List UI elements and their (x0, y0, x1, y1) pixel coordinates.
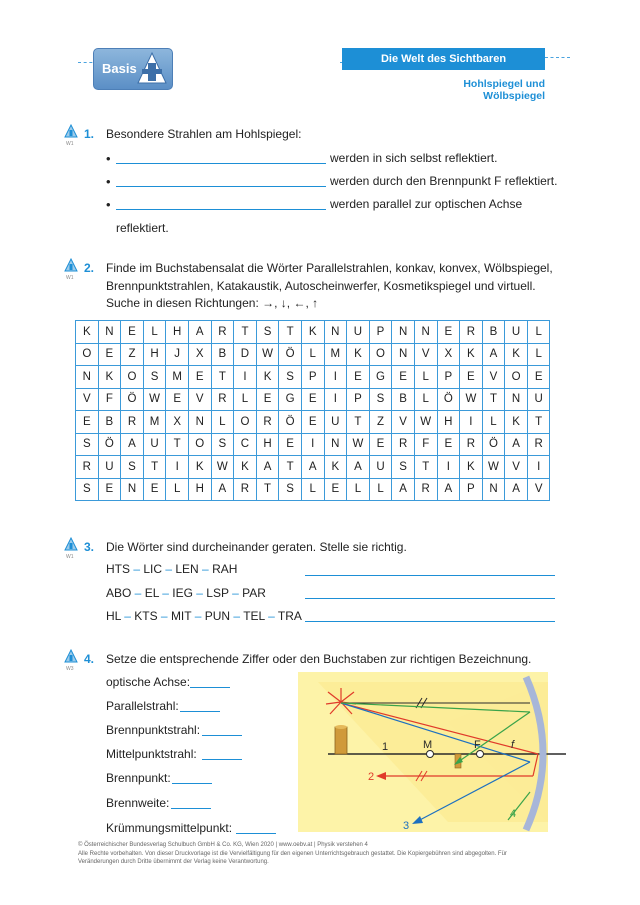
grid-cell[interactable]: L (414, 388, 437, 411)
grid-cell[interactable]: W (460, 388, 483, 411)
grid-cell[interactable]: L (527, 343, 550, 366)
scramble-fragment: TRA (277, 609, 302, 623)
grid-cell[interactable]: I (324, 388, 347, 411)
grid-cell[interactable]: B (392, 388, 415, 411)
grid-cell[interactable]: P (369, 321, 392, 344)
grid-cell[interactable]: V (188, 388, 211, 411)
answer-line-3[interactable] (116, 209, 326, 210)
page-subtitle: Hohlspiegel und Wölbspiegel (463, 78, 545, 102)
grid-row (76, 321, 550, 344)
label-small-f: f (511, 739, 515, 751)
grid-cell[interactable]: H (188, 478, 211, 501)
footer-line-1: © Österreichischer Bundesverlag Schulbuch GmbH & Co. KG, Wien 2020 | www.oebv.at | Physik verstehen 4 (78, 842, 368, 848)
scramble-fragment: KTS (134, 609, 158, 623)
grid-row (76, 388, 550, 411)
grid-cell[interactable]: I (301, 433, 324, 456)
scramble-answer-3[interactable] (305, 621, 555, 622)
grid-cell[interactable]: X (437, 343, 460, 366)
scramble-answer-2[interactable] (305, 598, 555, 599)
bullet-2: • (106, 174, 111, 189)
scramble-separator: – (158, 586, 173, 600)
label-brennweite: Brennweite: (106, 796, 170, 810)
scramble-row-3 (106, 609, 302, 623)
grid-cell[interactable]: X (166, 411, 189, 434)
grid-cell[interactable]: U (347, 321, 370, 344)
grid-cell[interactable]: L (211, 411, 234, 434)
grid-cell[interactable]: A (121, 433, 144, 456)
footer-line-2: Alle Rechte vorbehalten. Von dieser Druckvorlage ist die Vervielfältigung für den eigenen Unterrichtsgebrauch gestattet. Die Kopiergebühren sind abgegolten. Für (78, 850, 507, 857)
grid-cell[interactable]: R (234, 478, 257, 501)
grid-cell[interactable]: A (256, 456, 279, 479)
concave-mirror-diagram (298, 672, 568, 832)
grid-cell[interactable]: Ö (279, 411, 302, 434)
grid-cell[interactable]: K (460, 456, 483, 479)
scramble-separator: – (228, 586, 243, 600)
grid-cell[interactable]: R (414, 478, 437, 501)
grid-cell[interactable]: R (211, 388, 234, 411)
grid-cell[interactable]: N (76, 366, 99, 389)
grid-cell[interactable]: E (437, 321, 460, 344)
scramble-fragment: TEL (243, 609, 265, 623)
grid-cell[interactable]: F (98, 388, 121, 411)
grid-cell[interactable]: N (188, 411, 211, 434)
grid-cell[interactable]: R (392, 433, 415, 456)
grid-cell[interactable]: E (188, 366, 211, 389)
scramble-fragment: MIT (170, 609, 192, 623)
grid-cell[interactable]: A (188, 321, 211, 344)
task2-number: 2. (84, 261, 95, 275)
grid-cell[interactable]: E (301, 388, 324, 411)
grid-cell[interactable]: I (324, 366, 347, 389)
grid-cell[interactable]: T (166, 433, 189, 456)
grid-cell[interactable]: P (437, 366, 460, 389)
grid-cell[interactable]: E (76, 411, 99, 434)
grid-cell[interactable]: Ö (482, 433, 505, 456)
grid-cell[interactable]: T (279, 321, 302, 344)
grid-cell[interactable]: E (527, 366, 550, 389)
grid-row (76, 478, 550, 501)
bullet-1: • (106, 151, 111, 166)
grid-cell[interactable]: H (437, 411, 460, 434)
grid-cell[interactable]: U (143, 433, 166, 456)
label-brennpunktstrahl: Brennpunktstrahl: (106, 723, 201, 737)
grid-cell[interactable]: O (505, 366, 528, 389)
grid-cell[interactable]: A (505, 433, 528, 456)
grid-cell[interactable]: E (324, 478, 347, 501)
grid-row (76, 456, 550, 479)
grid-cell[interactable]: E (256, 388, 279, 411)
grid-cell[interactable]: P (460, 478, 483, 501)
grid-cell[interactable]: Ö (121, 388, 144, 411)
grid-cell[interactable]: S (392, 456, 415, 479)
task4-prompt: Setze die entsprechende Ziffer oder den Buchstaben zur richtigen Bezeichnung. (106, 652, 532, 666)
scramble-fragment: PUN (204, 609, 231, 623)
scramble-row-1 (106, 562, 237, 576)
grid-cell[interactable]: K (256, 366, 279, 389)
grid-cell[interactable]: K (505, 411, 528, 434)
scramble-separator: – (162, 562, 176, 576)
grid-cell[interactable]: B (98, 411, 121, 434)
scramble-separator: – (131, 586, 145, 600)
grid-cell[interactable]: V (505, 456, 528, 479)
grid-cell[interactable]: K (301, 321, 324, 344)
task-marker-icon (64, 124, 78, 138)
scramble-fragment: IEG (172, 586, 193, 600)
grid-cell[interactable]: U (505, 321, 528, 344)
grid-cell[interactable]: R (527, 433, 550, 456)
grid-cell[interactable]: Z (121, 343, 144, 366)
label-optische-achse: optische Achse: (106, 675, 191, 689)
grid-cell[interactable]: K (347, 343, 370, 366)
label-m: M (423, 739, 433, 751)
footer (78, 841, 558, 867)
scramble-separator: – (191, 609, 205, 623)
grid-cell[interactable]: H (256, 433, 279, 456)
task2-line-2: Brennpunktstrahlen, Katakaustik, Autoscheinwerfer, Kosmetikspiegel und virtuell. (106, 279, 536, 293)
scramble-fragment: ABO (106, 586, 132, 600)
grid-cell[interactable]: U (98, 456, 121, 479)
grid-cell[interactable]: N (505, 388, 528, 411)
page-title: Die Welt des Sichtbaren (342, 48, 545, 70)
grid-cell[interactable]: H (143, 343, 166, 366)
answer-brennpunktstrahl[interactable] (202, 735, 242, 736)
scramble-answer-1[interactable] (305, 575, 555, 576)
grid-cell[interactable]: N (482, 478, 505, 501)
grid-cell[interactable]: R (121, 411, 144, 434)
task1-item-1: werden in sich selbst reflektiert. (330, 151, 498, 165)
grid-cell[interactable]: T (527, 411, 550, 434)
grid-cell[interactable]: N (121, 478, 144, 501)
task-marker-icon (64, 258, 78, 272)
grid-cell[interactable]: M (324, 343, 347, 366)
grid-cell[interactable]: T (143, 456, 166, 479)
grid-cell[interactable]: U (527, 388, 550, 411)
grid-cell[interactable]: L (301, 478, 324, 501)
letter-grid (75, 320, 550, 501)
answer-mittelpunktstrahl[interactable] (202, 759, 242, 760)
grid-cell[interactable]: N (324, 433, 347, 456)
scramble-separator: – (264, 609, 278, 623)
point-f (477, 751, 484, 758)
grid-cell[interactable]: T (279, 456, 302, 479)
grid-cell[interactable]: Ö (98, 433, 121, 456)
grid-row (76, 433, 550, 456)
grid-cell[interactable]: O (369, 343, 392, 366)
grid-cell[interactable]: T (347, 411, 370, 434)
grid-row (76, 366, 550, 389)
grid-cell[interactable]: T (256, 478, 279, 501)
answer-brennweite[interactable] (171, 808, 211, 809)
grid-cell[interactable]: I (527, 456, 550, 479)
point-m (427, 751, 434, 758)
grid-cell[interactable]: L (482, 411, 505, 434)
grid-cell[interactable]: S (279, 478, 302, 501)
answer-brennpunkt[interactable] (172, 783, 212, 784)
grid-cell[interactable]: A (437, 478, 460, 501)
grid-cell[interactable]: S (211, 433, 234, 456)
scramble-fragment: RAH (212, 562, 238, 576)
grid-cell[interactable]: R (76, 456, 99, 479)
grid-cell[interactable]: N (414, 321, 437, 344)
task1-item-3: werden parallel zur optischen Achse (330, 197, 523, 211)
grid-cell[interactable]: Ö (437, 388, 460, 411)
grid-cell[interactable]: R (460, 321, 483, 344)
scramble-fragment: HL (106, 609, 121, 623)
bullet-3: • (106, 197, 111, 212)
answer-kruemmungsmittelpunkt[interactable] (236, 833, 276, 834)
grid-cell[interactable]: K (460, 343, 483, 366)
label-mittelpunktstrahl: Mittelpunktstrahl: (106, 747, 197, 761)
grid-cell[interactable]: A (301, 456, 324, 479)
grid-cell[interactable]: L (143, 321, 166, 344)
grid-cell[interactable]: I (166, 456, 189, 479)
grid-cell[interactable]: A (505, 478, 528, 501)
candle-object (335, 727, 347, 754)
label-kruemmungsmittelpunkt: Krümmungsmittelpunkt: (106, 821, 233, 835)
grid-cell[interactable]: S (279, 366, 302, 389)
grid-cell[interactable]: S (369, 388, 392, 411)
scramble-separator: – (157, 609, 171, 623)
grid-cell[interactable]: K (234, 456, 257, 479)
ray-label-1: 1 (382, 741, 389, 753)
grid-cell[interactable]: A (482, 343, 505, 366)
grid-cell[interactable]: L (301, 343, 324, 366)
grid-cell[interactable]: W (211, 456, 234, 479)
grid-cell[interactable]: E (392, 366, 415, 389)
grid-cell[interactable]: M (143, 411, 166, 434)
grid-cell[interactable]: L (166, 478, 189, 501)
grid-cell[interactable]: L (414, 366, 437, 389)
grid-cell[interactable]: O (76, 343, 99, 366)
label-brennpunkt: Brennpunkt: (106, 771, 171, 785)
grid-cell[interactable]: I (234, 366, 257, 389)
task3-number: 3. (84, 540, 95, 554)
grid-cell[interactable]: E (279, 433, 302, 456)
grid-cell[interactable]: L (234, 388, 257, 411)
grid-cell[interactable]: S (76, 478, 99, 501)
task4-code: W3 (66, 666, 74, 672)
grid-cell[interactable]: U (324, 411, 347, 434)
ray-label-2: 2 (368, 771, 375, 783)
grid-cell[interactable]: V (76, 388, 99, 411)
scramble-separator: – (230, 609, 244, 623)
grid-cell[interactable]: S (121, 456, 144, 479)
basis-logo (93, 48, 173, 90)
grid-cell[interactable]: L (369, 478, 392, 501)
grid-cell[interactable]: E (98, 478, 121, 501)
scramble-fragment: HTS (106, 562, 130, 576)
task1-number: 1. (84, 127, 95, 141)
grid-cell[interactable]: M (166, 366, 189, 389)
answer-line-2[interactable] (116, 186, 326, 187)
grid-cell[interactable]: W (482, 456, 505, 479)
answer-parallelstrahl[interactable] (180, 711, 220, 712)
ray-label-4: 4 (510, 808, 517, 820)
grid-cell[interactable]: O (188, 433, 211, 456)
grid-cell[interactable]: G (279, 388, 302, 411)
scramble-fragment: LSP (206, 586, 229, 600)
grid-cell[interactable]: V (482, 366, 505, 389)
grid-cell[interactable]: E (166, 388, 189, 411)
grid-cell[interactable]: B (482, 321, 505, 344)
grid-cell[interactable]: R (211, 321, 234, 344)
grid-cell[interactable]: K (324, 456, 347, 479)
scramble-separator: – (192, 586, 207, 600)
grid-cell[interactable]: T (211, 366, 234, 389)
grid-cell[interactable]: T (234, 321, 257, 344)
scramble-row-2 (106, 586, 266, 600)
grid-cell[interactable]: C (234, 433, 257, 456)
task-marker-icon (64, 649, 78, 663)
grid-cell[interactable]: J (166, 343, 189, 366)
grid-cell[interactable]: R (256, 411, 279, 434)
grid-cell[interactable]: Z (369, 411, 392, 434)
task1-code: W1 (66, 141, 74, 147)
grid-cell[interactable]: A (347, 456, 370, 479)
task4-number: 4. (84, 652, 95, 666)
grid-cell[interactable]: P (347, 388, 370, 411)
grid-cell[interactable]: X (188, 343, 211, 366)
grid-cell[interactable]: I (460, 411, 483, 434)
grid-cell[interactable]: S (256, 321, 279, 344)
footer-line-3: Veränderungen durch Dritte übernimmt der Verlag keine Verantwortung. (78, 859, 269, 865)
grid-cell[interactable]: H (166, 321, 189, 344)
grid-cell[interactable]: S (76, 433, 99, 456)
grid-cell[interactable]: U (369, 456, 392, 479)
grid-cell[interactable]: K (98, 366, 121, 389)
grid-cell[interactable]: A (211, 478, 234, 501)
task1-continuation: reflektiert. (116, 221, 169, 235)
grid-cell[interactable]: O (121, 366, 144, 389)
grid-cell[interactable]: V (414, 343, 437, 366)
task1-item-2: werden durch den Brennpunkt F reflektiert. (330, 174, 558, 188)
grid-row (76, 411, 550, 434)
basis-logo-text: Basis (102, 61, 137, 76)
task3-code: W1 (66, 554, 74, 560)
grid-cell[interactable]: N (98, 321, 121, 344)
scramble-separator: – (120, 609, 135, 623)
grid-cell[interactable]: E (460, 366, 483, 389)
grid-cell[interactable]: N (324, 321, 347, 344)
grid-cell[interactable]: N (392, 321, 415, 344)
grid-cell[interactable]: E (98, 343, 121, 366)
task2-line-1: Finde im Buchstabensalat die Wörter Parallelstrahlen, konkav, konvex, Wölbspiegel, (106, 261, 553, 275)
grid-cell[interactable]: N (392, 343, 415, 366)
label-parallelstrahl: Parallelstrahl: (106, 699, 179, 713)
grid-cell[interactable]: E (369, 433, 392, 456)
answer-optische-achse[interactable] (190, 687, 230, 688)
grid-cell[interactable]: P (301, 366, 324, 389)
scramble-separator: – (198, 562, 213, 576)
grid-cell[interactable]: A (392, 478, 415, 501)
grid-cell[interactable]: E (437, 433, 460, 456)
grid-row (76, 343, 550, 366)
grid-cell[interactable]: K (188, 456, 211, 479)
task-marker-icon (64, 537, 78, 551)
grid-cell[interactable]: L (527, 321, 550, 344)
label-f: F (474, 739, 481, 751)
grid-cell[interactable]: L (347, 478, 370, 501)
grid-cell[interactable]: T (414, 456, 437, 479)
scramble-fragment: LEN (175, 562, 199, 576)
ray-label-3: 3 (403, 820, 410, 832)
task1-prompt: Besondere Strahlen am Hohlspiegel: (106, 127, 302, 141)
grid-cell[interactable]: K (76, 321, 99, 344)
task2-code: W1 (66, 275, 74, 281)
grid-cell[interactable]: D (234, 343, 257, 366)
grid-cell[interactable]: V (392, 411, 415, 434)
grid-cell[interactable]: E (143, 478, 166, 501)
grid-cell[interactable]: Ö (279, 343, 302, 366)
grid-cell[interactable]: V (527, 478, 550, 501)
scramble-separator: – (130, 562, 144, 576)
grid-cell[interactable]: E (301, 411, 324, 434)
grid-cell[interactable]: G (369, 366, 392, 389)
grid-cell[interactable]: W (143, 388, 166, 411)
scramble-fragment: EL (144, 586, 159, 600)
grid-cell[interactable]: S (143, 366, 166, 389)
grid-cell[interactable]: W (347, 433, 370, 456)
grid-cell[interactable]: F (414, 433, 437, 456)
task3-prompt: Die Wörter sind durcheinander geraten. Stelle sie richtig. (106, 540, 407, 554)
grid-cell[interactable]: T (482, 388, 505, 411)
grid-cell[interactable]: W (414, 411, 437, 434)
grid-cell[interactable]: K (505, 343, 528, 366)
grid-cell[interactable]: I (437, 456, 460, 479)
grid-cell[interactable]: E (347, 366, 370, 389)
grid-cell[interactable]: E (121, 321, 144, 344)
scramble-fragment: PAR (242, 586, 266, 600)
grid-cell[interactable]: W (256, 343, 279, 366)
answer-line-1[interactable] (116, 163, 326, 164)
grid-cell[interactable]: B (211, 343, 234, 366)
task2-line-3: Suche in diesen Richtungen: →, ↓, ←, ↑ (106, 296, 319, 310)
grid-cell[interactable]: R (460, 433, 483, 456)
grid-cell[interactable]: O (234, 411, 257, 434)
triangle-logo-icon (136, 51, 168, 85)
scramble-fragment: LIC (143, 562, 163, 576)
header-dash-right (545, 57, 570, 58)
